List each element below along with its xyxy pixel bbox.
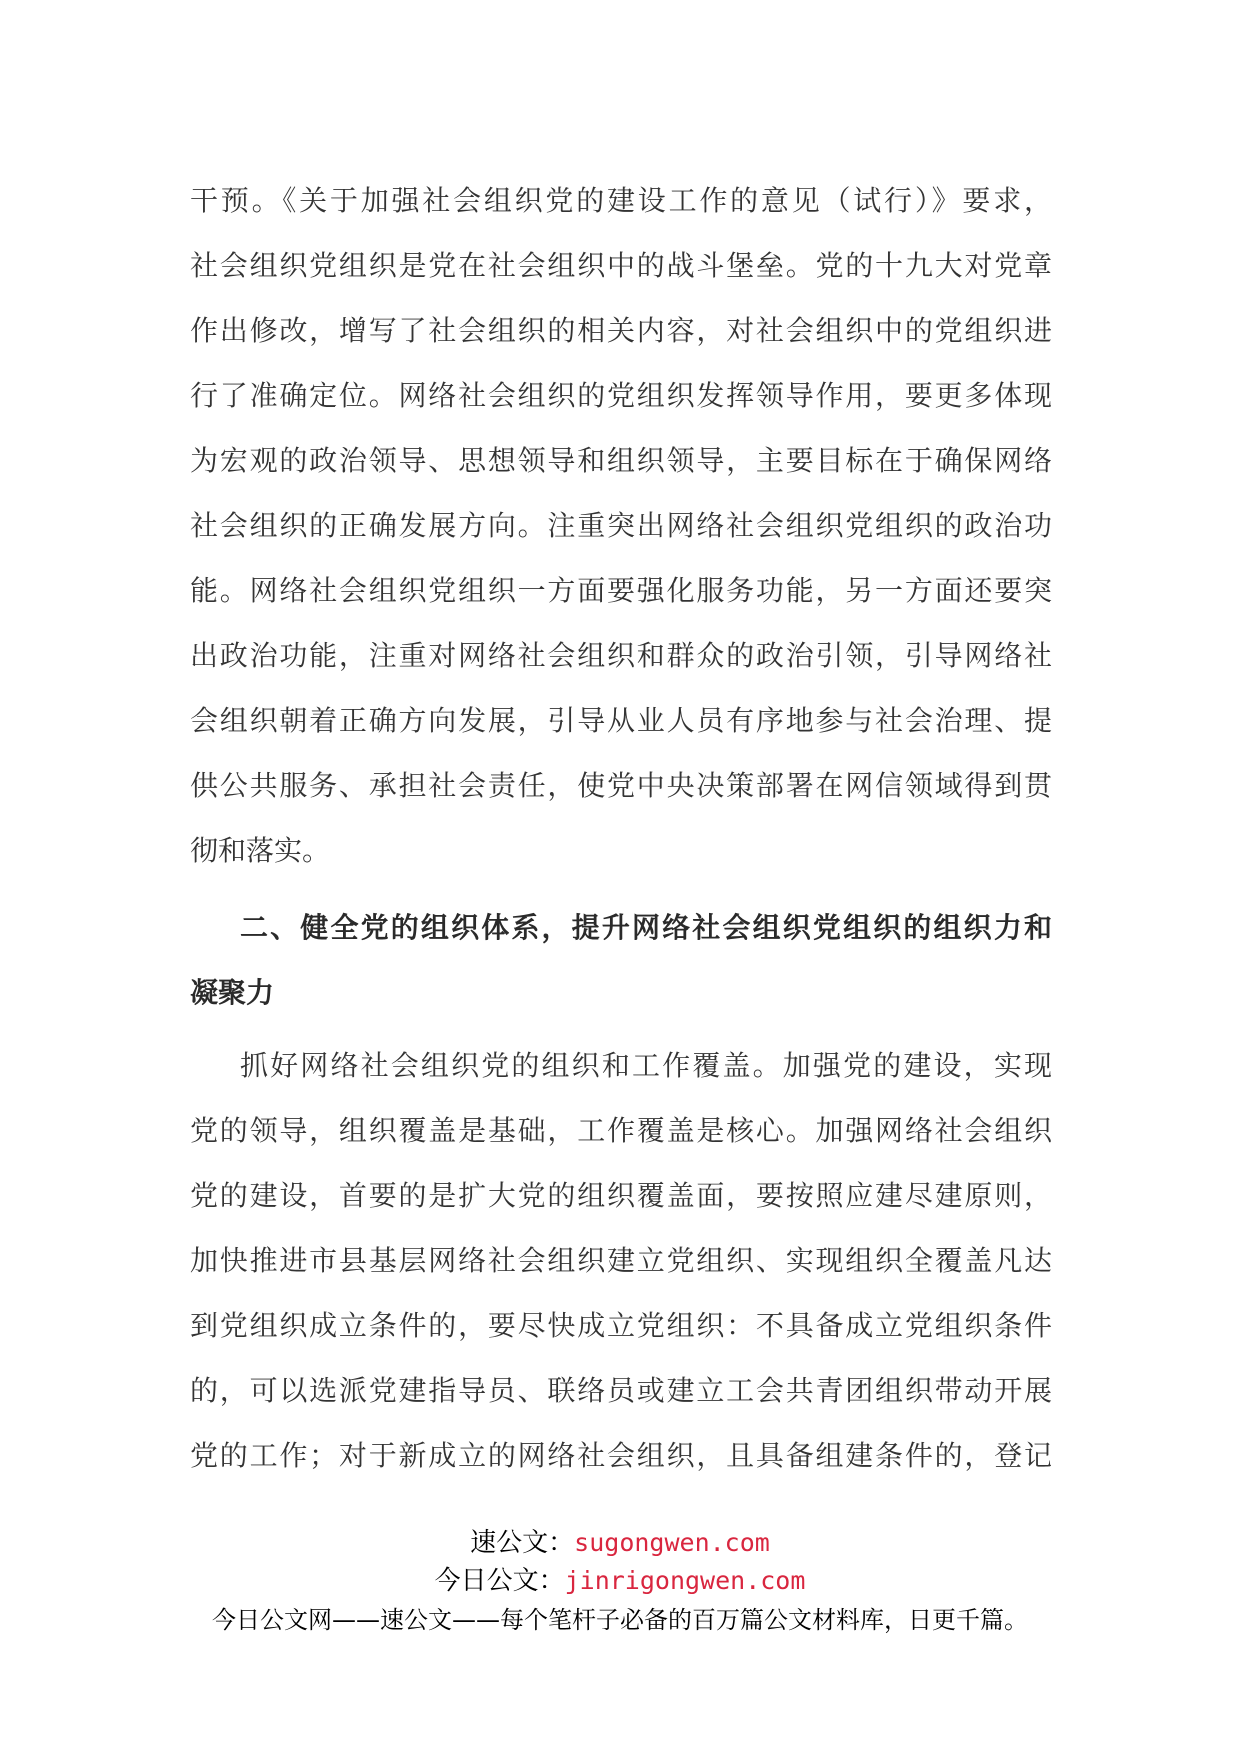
paragraph-line: 干预。《关于加强社会组织党的建设工作的意见（试行）》要求， [190, 184, 1052, 217]
page-footer [0, 1524, 1240, 1638]
paragraph-line: 行了准确定位。网络社会组织的党组织发挥领导作用，要更多体现 [190, 379, 1052, 412]
footer-label: 今日公文： [434, 1566, 565, 1596]
paragraph-line: 党的建设，首要的是扩大党的组织覆盖面，要按照应建尽建原则， [190, 1179, 1052, 1212]
spacer [190, 883, 1052, 895]
paragraph-line: 作出修改，增写了社会组织的相关内容，对社会组织中的党组织进 [190, 314, 1052, 347]
paragraph-line: 的，可以选派党建指导员、联络员或建立工会共青团组织带动开展 [190, 1374, 1052, 1407]
paragraph-1 [190, 168, 1052, 883]
spacer [190, 1025, 1052, 1033]
paragraph-2 [190, 1033, 1052, 1488]
paragraph-line: 供公共服务、承担社会责任，使党中央决策部署在网信领域得到贯 [190, 769, 1052, 802]
paragraph-line: 加快推进市县基层网络社会组织建立党组织、实现组织全覆盖凡达 [190, 1244, 1052, 1277]
section-heading [190, 895, 1052, 1025]
paragraph-line: 会组织朝着正确方向发展，引导从业人员有序地参与社会治理、提 [190, 704, 1052, 737]
paragraph-line: 社会组织的正确发展方向。注重突出网络社会组织党组织的政治功 [190, 509, 1052, 542]
paragraph-line: 能。网络社会组织党组织一方面要强化服务功能，另一方面还要突 [190, 574, 1052, 607]
paragraph-line: 到党组织成立条件的，要尽快成立党组织：不具备成立党组织条件 [190, 1309, 1052, 1342]
document-body [190, 168, 1052, 1488]
footer-label: 速公文： [470, 1528, 575, 1558]
footer-link-sugongwen[interactable]: sugongwen.com [574, 1528, 770, 1557]
footer-line-jinrigongwen [0, 1562, 1240, 1600]
heading-line: 凝聚力 [190, 976, 275, 1009]
heading-line: 二、健全党的组织体系，提升网络社会组织党组织的组织力和 [240, 911, 1052, 944]
paragraph-line: 抓好网络社会组织党的组织和工作覆盖。加强党的建设，实现 [240, 1049, 1052, 1082]
paragraph-line: 出政治功能，注重对网络社会组织和群众的政治引领，引导网络社 [190, 639, 1052, 672]
footer-line-sugongwen [0, 1524, 1240, 1562]
paragraph-line: 党的工作；对于新成立的网络社会组织，且具备组建条件的，登记 [190, 1439, 1052, 1472]
footer-slogan: 今日公文网——速公文——每个笔杆子必备的百万篇公文材料库，日更千篇。 [212, 1606, 1028, 1634]
paragraph-line: 党的领导，组织覆盖是基础，工作覆盖是核心。加强网络社会组织 [190, 1114, 1052, 1147]
paragraph-line: 彻和落实。 [190, 834, 331, 867]
paragraph-line: 为宏观的政治领导、思想领导和组织领导，主要目标在于确保网络 [190, 444, 1052, 477]
paragraph-line: 社会组织党组织是党在社会组织中的战斗堡垒。党的十九大对党章 [190, 249, 1052, 282]
footer-link-jinrigongwen[interactable]: jinrigongwen.com [564, 1566, 806, 1595]
